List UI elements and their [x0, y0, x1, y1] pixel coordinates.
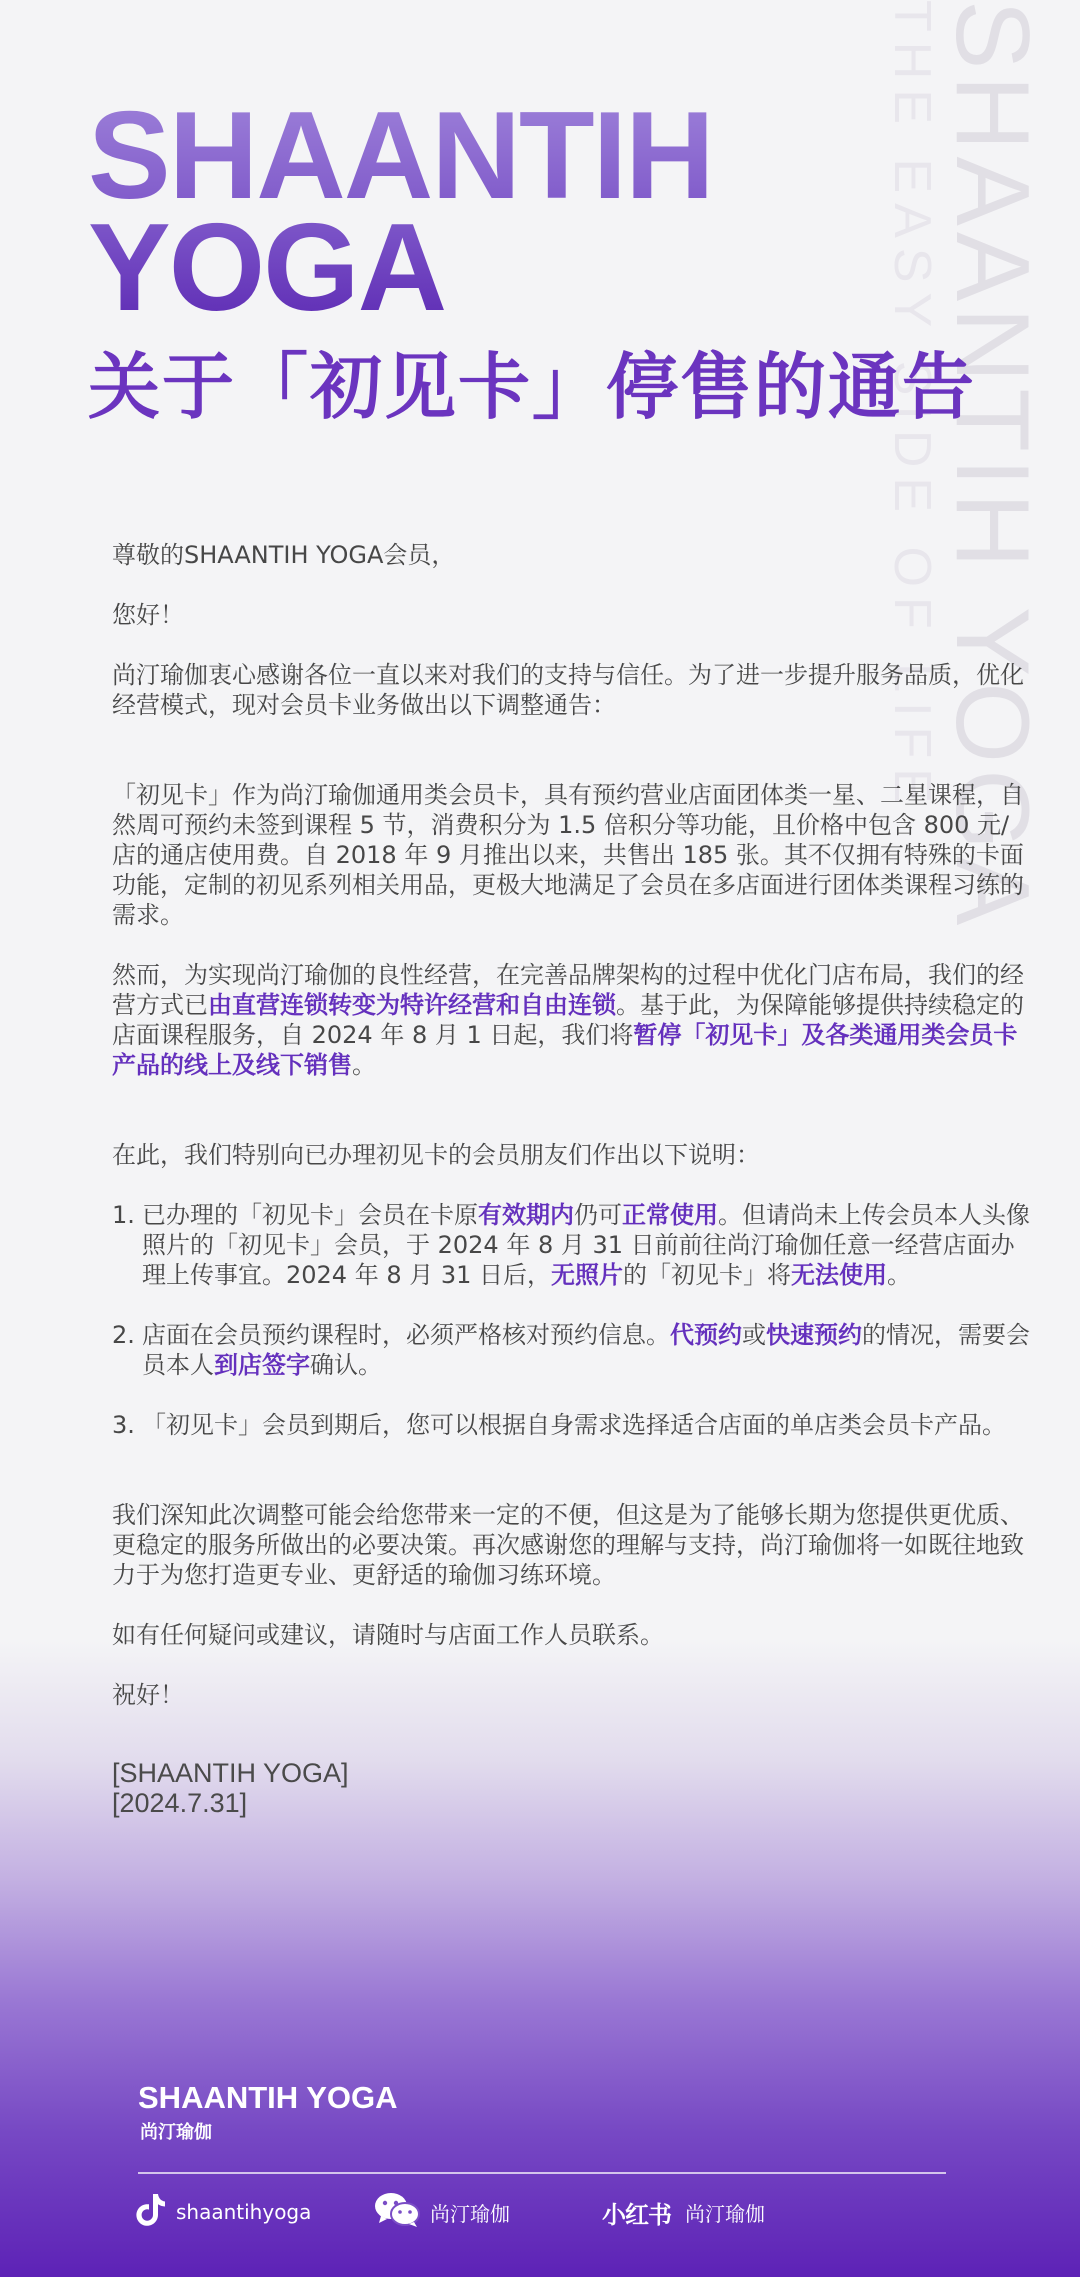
wechat-icon: [374, 2192, 420, 2233]
suspension-text-2: 。基于此，为保障能够提供持续稳定的店面课程服务，自 2024 年 8 月 1 日起，我们将: [112, 991, 1024, 1049]
suspension-highlight-model: 由直营连锁转变为特许经营和自由连锁: [208, 991, 616, 1019]
item2-text-1: 店面在会员预约课程时，必须严格核对预约信息。: [142, 1321, 670, 1349]
contact-paragraph: 如有任何疑问或建议，请随时与店面工作人员联系。: [112, 1621, 664, 1649]
footer-divider: [138, 2172, 946, 2174]
social-tiktok[interactable]: [136, 2192, 311, 2232]
salutation: 尊敬的SHAANTIH YOGA会员，: [112, 541, 456, 569]
item1-text-1: 已办理的「初见卡」会员在卡原: [142, 1201, 478, 1229]
tiktok-handle: shaantihyoga: [176, 2200, 312, 2224]
footer-brand: SHAANTIH YOGA: [138, 2080, 398, 2115]
xiaohongshu-logo: 小红书: [602, 2200, 671, 2229]
closing-paragraph: 我们深知此次调整可能会给您带来一定的不便，但这是为了能够长期为您提供更优质、更稳定的服务所做出的必要决策。再次感谢您的理解与支持，尚汀瑜伽将一如既往地致力于为您打造更专业、更舒适的瑜伽习练环境。: [112, 1501, 1024, 1589]
explanation-intro: 在此，我们特别向已办理初见卡的会员朋友们作出以下说明：: [112, 1141, 760, 1169]
suspension-paragraph: [112, 960, 1032, 1080]
item1-highlight-valid-period: 有效期内: [478, 1201, 574, 1229]
brand-title: [88, 87, 713, 337]
item2-highlight-proxy-booking: 代预约: [670, 1321, 742, 1349]
item1-text-5: 。: [887, 1261, 912, 1289]
intro-paragraph: 尚汀瑜伽衷心感谢各位一直以来对我们的支持与信任。为了进一步提升服务品质，优化经营模式，现对会员卡业务做出以下调整通告：: [112, 661, 1024, 719]
item1-text-3: 。但请尚未上传会员本人头像照片的「初见卡」会员，于 2024 年 8 月 31 日前前往尚汀瑜伽任意一经营店面办理上传事宜。2024 年 8 月 31 日后，: [142, 1201, 1030, 1289]
letter-body: [112, 540, 1032, 1818]
item2-text-4: 确认。: [310, 1351, 382, 1379]
list-item-number: 3.: [112, 1411, 135, 1439]
item1-highlight-normal-use: 正常使用: [622, 1201, 718, 1229]
wechat-account: 尚汀瑜伽: [430, 2201, 510, 2226]
explanation-list: [112, 1200, 1032, 1440]
card-description-paragraph: 「初见卡」作为尚汀瑜伽通用类会员卡，具有预约营业店面团体类一星、二星课程，自然周可预约未签到课程 5 节，消费积分为 1.5 倍积分等功能，且价格中包含 800 元/店的通店使用费。自 2018 年 9 月推出以来，共售出 185 张。其不仅拥有特殊的卡面功能，定制的初见系列相关用品，更极大地满足了会员在多店面进行团体类课程习练的需求。: [112, 781, 1024, 929]
item1-text-2: 仍可: [574, 1201, 622, 1229]
item1-text-4: 的「初见卡」将: [623, 1261, 792, 1289]
suspension-text-3: 。: [352, 1051, 376, 1079]
item3-text-1: 「初见卡」会员到期后，您可以根据自身需求选择适合店面的单店类会员卡产品。: [142, 1411, 1006, 1439]
item2-text-3: 的情况，需要会员本人: [142, 1321, 1030, 1379]
item1-highlight-no-photo: 无照片: [551, 1261, 624, 1289]
list-item-number: 2.: [112, 1321, 135, 1349]
item2-highlight-quick-booking: 快速预约: [766, 1321, 862, 1349]
vertical-watermark-tagline: THE EASY SIDE OF LIFE: [883, 0, 941, 813]
tiktok-icon: [136, 2193, 166, 2232]
suspension-highlight-stop: 暂停「初见卡」及各类通用类会员卡产品的线上及线下销售: [112, 1021, 1018, 1079]
xiaohongshu-account: 尚汀瑜伽: [685, 2201, 765, 2226]
list-item: [112, 1200, 1032, 1290]
list-item: [112, 1410, 1032, 1440]
item2-highlight-sign-in-store: 到店签字: [214, 1351, 310, 1379]
notice-title: 关于「初见卡」停售的通告: [88, 345, 977, 429]
greeting: 您好！: [112, 601, 184, 629]
social-xiaohongshu[interactable]: [602, 2192, 765, 2232]
vertical-watermark-brand: SHAANTIH YOGA: [934, 0, 1050, 932]
item1-highlight-unusable: 无法使用: [791, 1261, 888, 1289]
wish-text: 祝好！: [112, 1681, 184, 1709]
signature: [SHAANTIH YOGA]: [112, 1758, 349, 1788]
signature-date: [2024.7.31]: [112, 1788, 248, 1818]
footer-brand-cn: 尚汀瑜伽: [140, 2122, 212, 2143]
list-item-number: 1.: [112, 1201, 135, 1229]
suspension-text-1: 然而，为实现尚汀瑜伽的良性经营，在完善品牌架构的过程中优化门店布局，我们的经营方式已: [112, 961, 1024, 1019]
item2-text-2: 或: [742, 1321, 766, 1349]
brand-title-line2: YOGA: [88, 199, 446, 337]
list-item: [112, 1320, 1032, 1380]
social-wechat[interactable]: [374, 2192, 510, 2232]
brand-title-line1: SHAANTIH: [88, 87, 713, 225]
